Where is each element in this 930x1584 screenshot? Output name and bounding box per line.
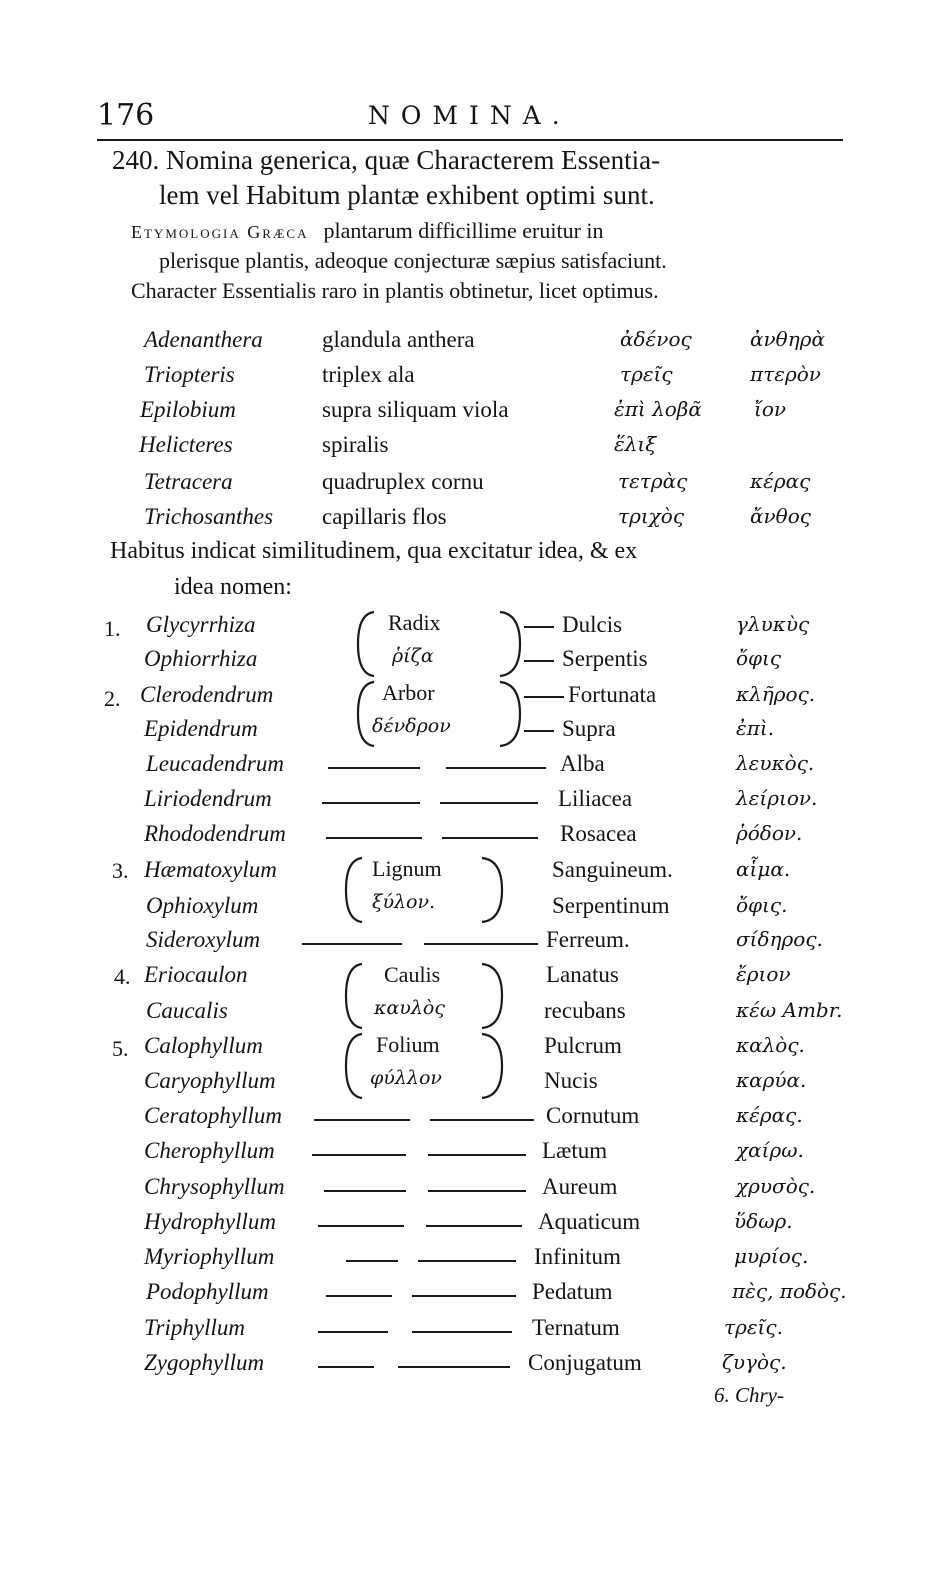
meaning: Nucis: [544, 1068, 598, 1093]
root-greek: ῥίζα: [392, 645, 434, 667]
dash-line: [418, 1260, 516, 1262]
genus-name: Hydrophyllum: [144, 1209, 277, 1234]
table1-greek-2: ἀνθηρὰ: [750, 327, 825, 351]
table1-meaning: supra siliquam viola: [322, 397, 509, 422]
meaning: Infinitum: [534, 1244, 621, 1269]
etymologia-graeca-label: Etymologia Græca: [131, 222, 309, 242]
genus-name: Glycyrrhiza: [146, 612, 256, 637]
dash-line: [322, 802, 420, 804]
meaning: Pedatum: [532, 1279, 613, 1304]
table1-meaning: triplex ala: [322, 362, 415, 387]
dash-line: [426, 1225, 522, 1227]
rule-240-line-1: 240. Nomina generica, quæ Characterem Essentia-: [112, 145, 661, 175]
genus-name: Zygophyllum: [144, 1350, 265, 1375]
greek-word: λείριον.: [736, 786, 818, 810]
genus-name: Cherophyllum: [144, 1138, 275, 1163]
greek-word: ῥόδον.: [736, 821, 803, 845]
root-greek: καυλὸς: [374, 997, 445, 1019]
greek-word: ὄφις.: [736, 893, 788, 917]
table1-greek-2: ἄνθος: [750, 504, 811, 528]
meaning: Alba: [560, 751, 605, 776]
greek-word: αἷμα.: [736, 857, 791, 881]
dash-line: [318, 1366, 374, 1368]
genus-name: Eriocaulon: [144, 962, 248, 987]
dash-line: [346, 1260, 398, 1262]
greek-word: χρυσὸς.: [736, 1174, 816, 1198]
meaning: Pulcrum: [544, 1033, 622, 1058]
root-latin: Lignum: [372, 856, 442, 881]
table1-greek-2: ἴον: [754, 397, 787, 421]
table1-greek-2: κέρας: [750, 469, 811, 493]
meaning: Lætum: [542, 1138, 608, 1163]
group-number: 5.: [112, 1036, 129, 1061]
root-latin: Radix: [388, 610, 441, 635]
group-number: 3.: [112, 858, 129, 883]
greek-word: ὄφις: [736, 646, 782, 670]
meaning: Lanatus: [546, 962, 619, 987]
page-number: 176: [97, 98, 155, 133]
table1-greek-1: τρεῖς: [620, 362, 673, 386]
dash-line: [524, 660, 554, 662]
dash-line: [440, 802, 538, 804]
dash-line: [524, 730, 554, 732]
greek-word: γλυκὺς: [736, 612, 810, 636]
genus-name: Epidendrum: [144, 716, 258, 741]
table1-meaning: glandula anthera: [322, 327, 475, 352]
genus-name: Calophyllum: [144, 1033, 263, 1058]
group-number: 2.: [104, 686, 121, 711]
greek-word: κλῆρος.: [736, 682, 816, 706]
genus-name: Podophyllum: [146, 1279, 269, 1304]
meaning: Fortunata: [568, 682, 657, 707]
dash-line: [524, 626, 554, 628]
greek-word: καρύα.: [736, 1068, 807, 1092]
table1-greek-1: ἕλιξ: [614, 432, 657, 456]
table1-genus: Trichosanthes: [144, 504, 274, 529]
bracket-arbor: [352, 678, 532, 750]
meaning: Ternatum: [532, 1315, 620, 1340]
greek-word: πὲς, ποδὸς.: [732, 1279, 847, 1303]
genus-name: Hæmatoxylum: [144, 857, 277, 882]
meaning: Cornutum: [546, 1103, 640, 1128]
rule-240-line-4: plerisque plantis, adeoque conjecturæ sæpius satisfaciunt.: [159, 248, 667, 273]
meaning: Sanguineum.: [552, 857, 673, 882]
dash-line: [302, 943, 402, 945]
dash-line: [412, 1295, 516, 1297]
greek-word: ὕδωρ.: [734, 1209, 793, 1233]
meaning: Serpentinum: [552, 893, 670, 918]
dash-line: [326, 1295, 392, 1297]
table1-meaning: spiralis: [322, 432, 389, 457]
root-greek: φύλλον: [370, 1067, 442, 1089]
genus-name: Rhododendrum: [144, 821, 286, 846]
table1-greek-2: πτερὸν: [750, 362, 821, 386]
genus-name: Leucadendrum: [146, 751, 284, 776]
table1-greek-1: τετρὰς: [618, 469, 688, 493]
table1-meaning: quadruplex cornu: [322, 469, 484, 494]
rule-240-line-3-rest: plantarum difficillime eruitur in: [323, 218, 604, 243]
rule-240-line-2: lem vel Habitum plantæ exhibent optimi sunt.: [159, 180, 655, 210]
meaning: Serpentis: [562, 646, 648, 671]
greek-word: καλὸς.: [736, 1033, 805, 1057]
genus-name: Ceratophyllum: [144, 1103, 282, 1128]
dash-line: [314, 1119, 410, 1121]
genus-name: Sideroxylum: [146, 927, 261, 952]
greek-word: ἔριον: [736, 962, 791, 986]
greek-word: ζυγὸς.: [722, 1350, 787, 1374]
genus-name: Liriodendrum: [144, 786, 272, 811]
catchword: 6. Chry-: [714, 1383, 784, 1407]
table1-meaning: capillaris flos: [322, 504, 447, 529]
greek-word: τρεῖς.: [724, 1315, 783, 1339]
root-greek: δένδρον: [372, 715, 451, 737]
genus-name: Ophiorrhiza: [144, 646, 258, 671]
table1-greek-1: τριχὸς: [618, 504, 685, 528]
genus-name: Caryophyllum: [144, 1068, 276, 1093]
habitus-line-2: idea nomen:: [174, 574, 292, 600]
genus-name: Triphyllum: [144, 1315, 245, 1340]
dash-line: [442, 837, 538, 839]
genus-name: Ophioxylum: [146, 893, 259, 918]
meaning: Aureum: [542, 1174, 618, 1199]
table1-genus: Tetracera: [144, 469, 233, 494]
genus-name: Caucalis: [146, 998, 228, 1023]
dash-line: [328, 767, 420, 769]
dash-line: [430, 1119, 534, 1121]
meaning: Supra: [562, 716, 616, 741]
dash-line: [446, 767, 546, 769]
root-greek: ξύλον.: [372, 891, 436, 913]
meaning: Conjugatum: [528, 1350, 642, 1375]
meaning: recubans: [544, 998, 626, 1023]
table1-genus: Helicteres: [139, 432, 233, 457]
dash-line: [324, 1190, 406, 1192]
greek-word: μυρίος.: [734, 1244, 809, 1268]
genus-name: Clerodendrum: [140, 682, 274, 707]
dash-line: [424, 943, 538, 945]
dash-line: [398, 1366, 510, 1368]
greek-word: κέρας.: [736, 1103, 803, 1127]
table1-greek-1: ἐπὶ λοβᾶ: [614, 397, 702, 421]
group-number: 4.: [114, 964, 131, 989]
dash-line: [524, 696, 564, 698]
rule-240-line-3: [131, 218, 604, 244]
dash-line: [326, 837, 422, 839]
bracket-radix: [352, 608, 532, 680]
meaning: Dulcis: [562, 612, 623, 637]
table1-genus: Epilobium: [140, 397, 236, 422]
dash-line: [312, 1154, 406, 1156]
root-latin: Caulis: [384, 962, 441, 987]
group-number: 1.: [104, 616, 121, 641]
dash-line: [428, 1154, 526, 1156]
rule-240-line-5: Character Essentialis raro in plantis obtinetur, licet optimus.: [131, 278, 659, 303]
greek-word: σίδηρος.: [736, 927, 823, 951]
root-latin: Folium: [376, 1032, 440, 1057]
table1-genus: Triopteris: [144, 362, 235, 387]
habitus-line-1: Habitus indicat similitudinem, qua excitatur idea, & ex: [110, 538, 638, 564]
dash-line: [318, 1225, 404, 1227]
greek-word: ἐπὶ.: [736, 716, 775, 740]
table1-genus: Adenanthera: [144, 327, 263, 352]
dash-line: [412, 1331, 512, 1333]
meaning: Rosacea: [560, 821, 637, 846]
root-latin: Arbor: [382, 680, 435, 705]
greek-word: χαίρω.: [736, 1138, 804, 1162]
meaning: Aquaticum: [538, 1209, 641, 1234]
greek-word: κέω Ambr.: [736, 998, 843, 1022]
meaning: Liliacea: [558, 786, 633, 811]
genus-name: Chrysophyllum: [144, 1174, 285, 1199]
genus-name: Myriophyllum: [144, 1244, 275, 1269]
greek-word: λευκὸς.: [736, 751, 815, 775]
dash-line: [428, 1190, 526, 1192]
header-rule: [97, 139, 843, 141]
table1-greek-1: ἀδένος: [620, 327, 692, 351]
running-title: NOMINA.: [368, 101, 571, 130]
dash-line: [318, 1331, 388, 1333]
meaning: Ferreum.: [546, 927, 630, 952]
